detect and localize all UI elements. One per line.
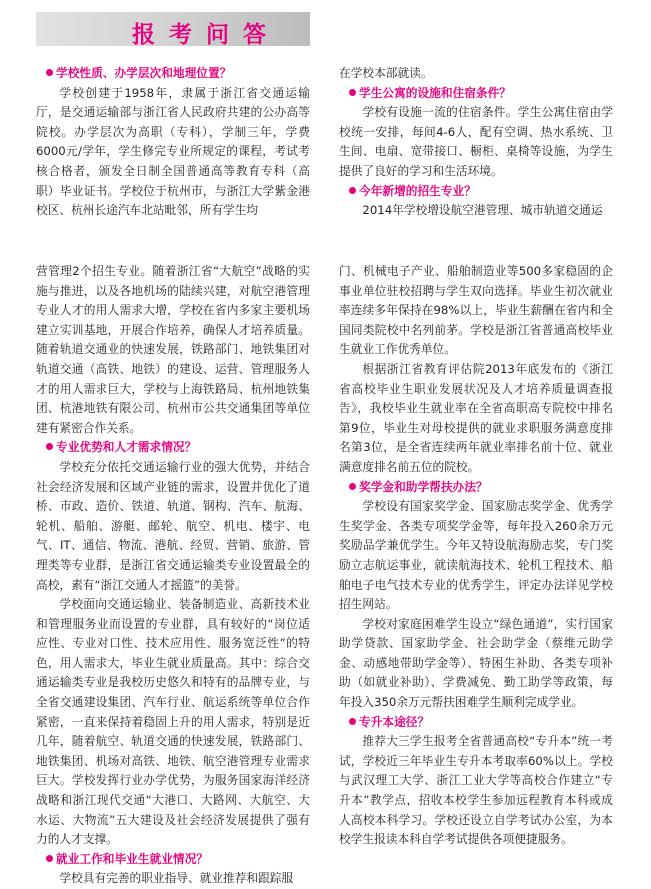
- column-bottom-right: [339, 262, 613, 850]
- paragraph: 营管理2个招生专业。随着浙江省“大航空”战略的实施与推进，以及各地机场的陆续兴建，对航空港管理专业人才的用人需求大增，学校在省内多家主要机场建立实训基地，开展合作培养，确保人才培养质量。随着轨道交通业的快速发展，铁路部门、地铁集团对轨道交通（高铁、地铁）的建设、运营、管理服务人才的用人需求巨大，学校与上海铁路局、杭州地铁集团、杭港地铁有限公司、杭州市公共交通集团等单位建有紧密合作关系。: [36, 264, 310, 435]
- section-heading: 今年新增的招生专业？: [339, 182, 613, 202]
- column-top-left: [36, 64, 310, 221]
- section-heading: 奖学金和助学帮扶办法？: [339, 478, 613, 498]
- paragraph: 根据浙江省教育评估院2013年底发布的《浙江省高校毕业生职业发展状况及人才培养质量调查报告》，我校毕业生就业率在全省高职高专院校中排名第9位，毕业生对母校提供的就业求职服务满意度排名第3位，是全省连续两年就业率排名前十位、就业满意度排名前五位的院校。: [339, 361, 613, 474]
- paragraph: 学校具有完善的职业指导、就业推荐和跟踪服: [59, 871, 294, 886]
- section-heading: 学生公寓的设施和住宿条件？: [339, 84, 613, 104]
- paragraph: 在学校本部就读。: [339, 66, 433, 80]
- column-top-right: [339, 64, 613, 221]
- section-heading: 专升本途径？: [339, 713, 613, 733]
- bullet-dot-icon: [349, 187, 356, 194]
- paragraph: 学校创建于1958年，隶属于浙江省交通运输厅，是交通运输部与浙江省人民政府共建的公办高等院校。办学层次为高职（专科），学制三年，学费6000元/学年，学生修完专业所规定的课程，考试考核合格者，颁发全日制全国普通高等教育专科（高职）毕业证书。学校位于杭州市，与浙江大学紫金港校区、杭州长途汽车北站毗邻，所有学生均: [36, 85, 310, 218]
- section-heading: 学校性质、办学层次和地理位置？: [36, 64, 310, 84]
- section-heading: 就业工作和毕业生就业情况？: [36, 850, 310, 870]
- paragraph: 学校设有国家奖学金、国家励志奖学金、优秀学生奖学金、各类专项奖学金等，每年投入260余万元奖励品学兼优学生。今年又特设航海励志奖，专门奖励立志航运事业，就读航海技术、轮机工程技术、船舶电子电气技术专业的优秀学生，评定办法详见学校招生网站。: [339, 499, 613, 612]
- bullet-dot-icon: [349, 89, 356, 96]
- paragraph: 学校对家庭困难学生设立“绿色通道”，实行国家助学贷款、国家助学金、社会助学金（蔡维元助学金、动感地带助学金等）、特困生补助、各类专项补助（如就业补助）、学费减免、勤工助学等政策，每年投入350余万元帮扶困难学生顺利完成学业。: [339, 616, 613, 710]
- column-bottom-left: [36, 262, 310, 889]
- bullet-dot-icon: [46, 443, 53, 450]
- bullet-dot-icon: [46, 855, 53, 862]
- page-title: 报考问答: [132, 22, 280, 48]
- page-banner: [36, 12, 310, 46]
- bullet-dot-icon: [46, 69, 53, 76]
- paragraph: 学校充分依托交通运输行业的强大优势，并结合社会经济发展和区域产业链的需求，设置并优化了道桥、市政、造价、铁道、轨道、钢构、汽车、航海、轮机、船舶、游艇、邮轮、航空、机电、楼宇、电气、IT、通信、物流、港航、经贸、营销、旅游、管理类等专业群，是浙江省交通运输类专业设置最全的高校，素有“浙江交通人才摇篮”的美誉。: [36, 459, 310, 592]
- bullet-dot-icon: [349, 483, 356, 490]
- section-heading: 专业优势和人才需求情况？: [36, 438, 310, 458]
- paragraph: 学校有设施一流的住宿条件。学生公寓住宿由学校统一安排，每间4-6人，配有空调、热水系统、卫生间、电扇、宽带接口、橱柜、桌椅等设施，为学生提供了良好的学习和生活环境。: [339, 105, 613, 178]
- paragraph: 学校面向交通运输业、装备制造业、高新技术业和管理服务业而设置的专业群，具有较好的“岗位适应性、专业对口性、技术应用性、服务宽泛性”的特色，用人需求大，毕业生就业质量高。其中：综合交通运输类专业是我校历史悠久和特有的品牌专业，与全省交通建设集团、汽车行业、航运系统等单位合作紧密，一直来保持着稳固上升的用人需求，特别是近几年，随着航空、轨道交通的快速发展，铁路部门、地铁集团、机场对高铁、地铁、航空港管理专业需求巨大。学校发挥行业办学优势，为服务国家海洋经济战略和浙江现代交通“大港口、大路网、大航空、大水运、大物流”五大建设及社会经济发展提供了强有力的人才支撑。: [36, 597, 310, 847]
- paragraph: 推荐大三学生报考全省普通高校“专升本”统一考试，学校近三年毕业生专升本考取率60%以上。学校与武汉理工大学、浙江工业大学等高校合作建立“专升本”教学点，招收本校学生参加远程教育本科或成人高校本科学习。学校还设立自学考试办公室，为本校学生报读本科自学考试提供各项便捷服务。: [339, 734, 613, 847]
- paragraph: 门、机械电子产业、船舶制造业等500多家稳固的企事业单位驻校招聘与学生双向选择。毕业生初次就业率连续多年保持在98%以上，毕业生薪酬在省内和全国同类院校中名列前茅。学校是浙江省普通高校毕业生就业工作优秀单位。: [339, 264, 613, 357]
- bullet-dot-icon: [349, 718, 356, 725]
- paragraph: 2014年学校增设航空港管理、城市轨道交通运: [362, 203, 603, 218]
